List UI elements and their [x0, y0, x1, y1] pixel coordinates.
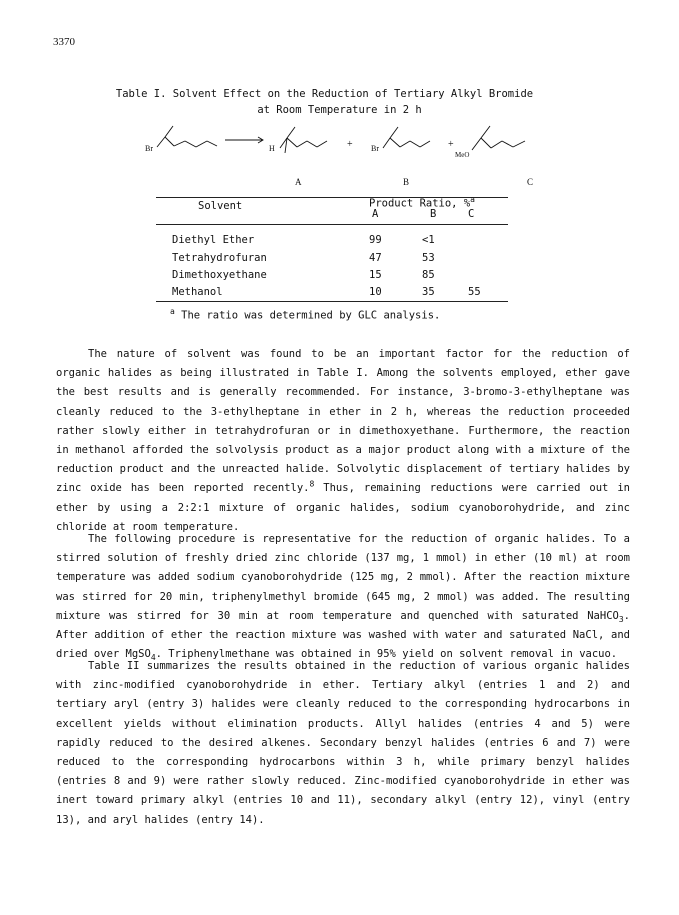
footnote-text: The ratio was determined by GLC analysis. — [181, 309, 441, 322]
paragraph-3: Table II summarizes the results obtained in the reduction of various organic halides with zinc-modified cyanoborohydride in ether. Tertiary alkyl (entries 1 and 2) and tertiary aryl (entry 3) halides were cleanly reduced to the corresponding hydrocarbons in excellent yields without elimination products. Allyl halides (entries 4 and 5) were rapidly reduced to the desired alkenes. Secondary benzyl halides (entries 6 and 7) were reduced to the corresponding hydrocarbons within 3 h, while primary benzyl halides (entries 8 and 9) were rather slowly reduced. Zinc-modified cyanoborohydride in ether was inert toward primary alkyl (entries 10 and 11), secondary alkyl (entry 12), vinyl (entry 13), and aryl halides (entry 14). — [56, 660, 630, 826]
row-4-c: 55 — [468, 286, 481, 298]
scheme-plus-2: + — [448, 139, 454, 150]
product-b-structure — [383, 127, 430, 148]
scheme-br-label: Br — [145, 144, 153, 153]
row-4-a: 10 — [369, 286, 382, 298]
page-number: 3370 — [53, 36, 75, 48]
header-product-ratio — [369, 195, 475, 210]
paragraph-1: The nature of solvent was found to be an important factor for the reduction of organic halides as being illustrated in Table I. Among the solvents employed, ether gave the best results and is generally recommended. For instance, 3-bromo-3-ethylheptane was cleanly reduced to the 3-ethylheptane in ether in 2 h, whereas the reduction proceeded rather slowly either in tetrahydrofuran or in dimethoxyethane. Furthermore, the reaction in methanol afforded the solvolysis product as a major product along with a mixture of the reduction product and the unreacted halide. Solvolytic displacement of tertiary halides by zinc oxide has been reported recently.$^8$ Thus, remaining reductions were carried out in ether by using a 2:2:1 mixture of organic halides, sodium cyanoborohydride, and zinc chloride at room temperature. — [56, 348, 630, 533]
scheme-h-label: H — [269, 144, 275, 153]
row-2-solvent: Tetrahydrofuran — [172, 252, 267, 264]
header-product-footnote-mark: a — [470, 195, 475, 204]
reaction-scheme — [145, 120, 545, 195]
row-2-a: 47 — [369, 252, 382, 264]
table-bottom-rule — [156, 301, 508, 302]
table-caption-line-2: at Room Temperature in 2 h — [257, 104, 422, 116]
scheme-label-b: B — [403, 177, 410, 187]
table-caption — [0, 86, 679, 118]
row-3-b: 85 — [422, 269, 435, 281]
row-4-b: 35 — [422, 286, 435, 298]
scheme-meo-label: MeO — [455, 151, 470, 159]
header-col-a: A — [372, 208, 379, 220]
subscript-3: 3 — [618, 614, 624, 624]
footnote-mark: a — [170, 307, 175, 316]
row-3-a: 15 — [369, 269, 382, 281]
row-1-solvent: Diethyl Ether — [172, 234, 255, 246]
reference-superscript: 8 — [309, 479, 315, 489]
table-caption-line-1: Table I. Solvent Effect on the Reduction of Tertiary Alkyl Bromide — [115, 88, 534, 100]
scheme-br-label-2: Br — [371, 144, 379, 153]
table-footnote — [170, 307, 440, 322]
row-1-a: 99 — [369, 234, 382, 246]
row-2-b: 53 — [422, 252, 435, 264]
scheme-plus-1: + — [347, 139, 353, 150]
product-a-structure — [280, 127, 327, 153]
row-3-solvent: Dimethoxyethane — [172, 269, 267, 281]
table-header-rule — [156, 224, 508, 225]
subscript-4: 4 — [150, 653, 156, 663]
header-col-b: B — [430, 208, 437, 220]
scheme-label-a: A — [295, 177, 302, 187]
reactant-structure — [157, 126, 217, 147]
product-c-structure — [472, 126, 525, 150]
reaction-arrow — [225, 137, 263, 143]
row-4-solvent: Methanol — [172, 286, 223, 298]
paragraph-2: The following procedure is representative for the reduction of organic halides. To a stirred solution of freshly dried zinc chloride (137 mg, 1 mmol) in ether (10 ml) at room temperature was added sodium cyanoborohydride (125 mg, 2 mmol). After the reaction mixture was stirred for 20 min, triphenylmethyl bromide (645 mg, 2 mmol) was added. The resulting mixture was stirred for 30 min at room temperature and quenched with saturated NaHCO$_3$. After addition of ether the reaction mixture was washed with water and saturated NaCl, and dried over MgSO$_4$. Triphenylmethane was obtained in 95% yield on solvent removal in vacuo. — [56, 533, 630, 663]
row-1-b: <1 — [422, 234, 435, 246]
scheme-label-c: C — [527, 177, 534, 187]
header-col-c: C — [468, 208, 475, 220]
header-product-ratio-text: Product Ratio, % — [369, 197, 471, 210]
header-solvent: Solvent — [198, 200, 243, 212]
